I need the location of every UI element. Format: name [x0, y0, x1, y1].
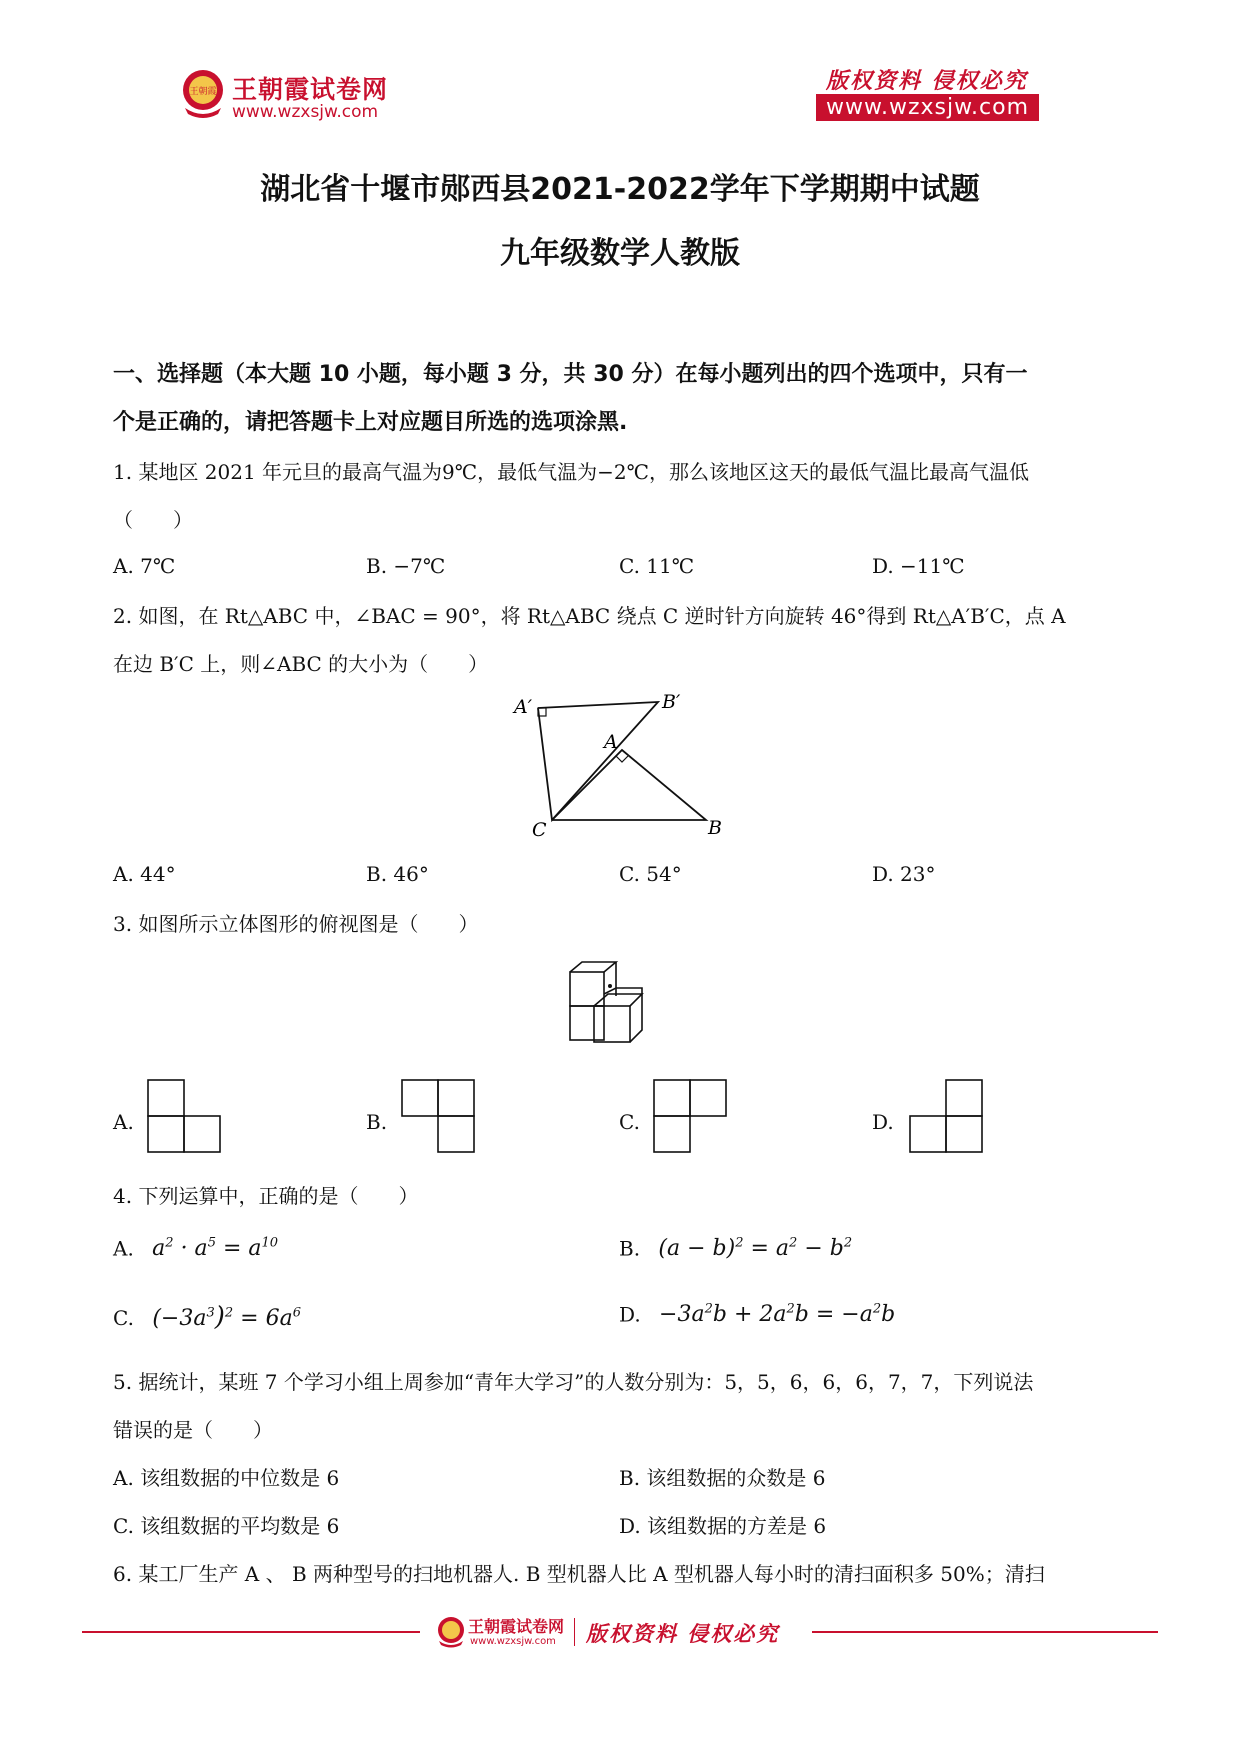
q3-option-a[interactable]: A. — [113, 1110, 134, 1134]
logo-seal-icon — [180, 68, 226, 120]
q4-option-b-expr: $(a - b)^2 = a^2 - b^2$ — [658, 1236, 853, 1262]
footer-separator — [574, 1618, 575, 1646]
footer-slogan: 版权资料 侵权必究 — [586, 1621, 780, 1646]
q3-option-d-figure[interactable] — [908, 1078, 988, 1158]
q2-option-a[interactable]: A. 44° — [113, 862, 176, 886]
q3-text: 3. 如图所示立体图形的俯视图是（ ） — [113, 912, 479, 936]
q1-option-a[interactable]: A. 7℃ — [113, 554, 176, 578]
q1-option-c[interactable]: C. 11℃ — [619, 554, 695, 578]
logo-name: 王朝霞试卷网 — [232, 75, 389, 104]
footer-divider-right — [812, 1631, 1158, 1633]
q2-text-line2: 在边 B′C 上，则∠ABC 的大小为（ ） — [113, 652, 489, 676]
q2-option-d[interactable]: D. 23° — [872, 862, 936, 886]
label-a-prime: A′ — [514, 696, 533, 718]
logo-seal-text: 王朝霞 — [189, 87, 217, 97]
q5-text: 5. 据统计，某班 7 个学习小组上周参加“青年大学习”的人数分别为：5，5，6，6，6，7，7，下列说法 — [113, 1370, 1034, 1394]
q4-option-b[interactable] — [619, 1236, 852, 1261]
header-url-box[interactable]: www.wzxsjw.com — [816, 94, 1039, 121]
q1-paren: （ ） — [113, 508, 193, 532]
q3-option-a-figure[interactable] — [146, 1078, 226, 1158]
triangle-abc — [552, 750, 706, 820]
label-c: C — [532, 819, 547, 840]
q2-triangle-figure — [500, 690, 740, 840]
q4-option-d-expr: $-3a^2b + 2a^2b = -a^2b$ — [659, 1302, 896, 1328]
q1-option-d[interactable]: D. −11℃ — [872, 554, 965, 578]
q4-text: 4. 下列运算中，正确的是（ ） — [113, 1184, 419, 1208]
q4-option-a-label: A. — [113, 1236, 134, 1261]
q4-option-c[interactable] — [113, 1302, 301, 1332]
triangle-a-prime-b-prime-c — [538, 702, 658, 820]
q3-option-c[interactable]: C. — [619, 1110, 640, 1134]
q4-option-a[interactable] — [113, 1236, 278, 1261]
q4-option-c-expr: $(-3a^3)^2 = 6a^6$ — [152, 1302, 301, 1332]
footer-logo-url[interactable]: www.wzxsjw.com — [470, 1636, 556, 1647]
q5-option-b[interactable]: B. 该组数据的众数是 6 — [619, 1466, 826, 1490]
label-a: A — [604, 731, 618, 753]
q5-option-d[interactable]: D. 该组数据的方差是 6 — [619, 1514, 827, 1538]
q3-option-b-figure[interactable] — [400, 1078, 480, 1158]
label-b: B — [708, 817, 722, 839]
q4-option-b-label: B. — [619, 1236, 641, 1261]
q4-option-c-label: C. — [113, 1306, 134, 1330]
q3-solid-figure — [566, 958, 670, 1058]
page-subtitle: 九年级数学人教版 — [500, 236, 740, 271]
q5-option-c[interactable]: C. 该组数据的平均数是 6 — [113, 1514, 340, 1538]
q6-text: 6. 某工厂生产 A 、 B 两种型号的扫地机器人. B 型机器人比 A 型机器人每小时的清扫面积多 50%；清扫 — [113, 1562, 1045, 1586]
q5-option-a[interactable]: A. 该组数据的中位数是 6 — [113, 1466, 340, 1490]
q3-option-b[interactable]: B. — [366, 1110, 388, 1134]
footer-logo-name: 王朝霞试卷网 — [468, 1617, 565, 1636]
header-slogan: 版权资料 侵权必究 — [826, 68, 1028, 94]
section-heading-line2: 个是正确的，请把答题卡上对应题目所选的选项涂黑. — [113, 410, 628, 435]
label-b-prime: B′ — [662, 691, 681, 713]
q4-option-a-expr: $a^2 \cdot a^5 = a^{10}$ — [152, 1236, 279, 1262]
q1-option-b[interactable]: B. −7℃ — [366, 554, 446, 578]
section-heading-line1: 一、选择题（本大题 10 小题，每小题 3 分，共 30 分）在每小题列出的四个选项中，只有一 — [113, 362, 1028, 387]
q2-option-b[interactable]: B. 46° — [366, 862, 429, 886]
q2-text: 2. 如图，在 Rt△ABC 中，∠BAC = 90°，将 Rt△ABC 绕点 C 逆时针方向旋转 46°得到 Rt△A′B′C，点 A — [113, 604, 1066, 628]
q5-text-line2: 错误的是（ ） — [113, 1418, 273, 1442]
q3-option-d[interactable]: D. — [872, 1110, 894, 1134]
q3-option-c-figure[interactable] — [652, 1078, 732, 1158]
right-angle-mark-a — [616, 756, 628, 762]
q4-option-d[interactable] — [619, 1302, 895, 1327]
page-title: 湖北省十堰市郧西县2021-2022学年下学期期中试题 — [260, 172, 980, 207]
footer-divider-left — [82, 1631, 420, 1633]
header-logo — [180, 66, 390, 126]
q1-text: 1. 某地区 2021 年元旦的最高气温为9℃，最低气温为−2℃，那么该地区这天的最低气温比最高气温低 — [113, 460, 1030, 484]
footer-logo-seal-icon — [436, 1616, 466, 1648]
logo-url[interactable]: www.wzxsjw.com — [232, 102, 379, 122]
q4-option-d-label: D. — [619, 1302, 641, 1327]
q2-option-c[interactable]: C. 54° — [619, 862, 682, 886]
